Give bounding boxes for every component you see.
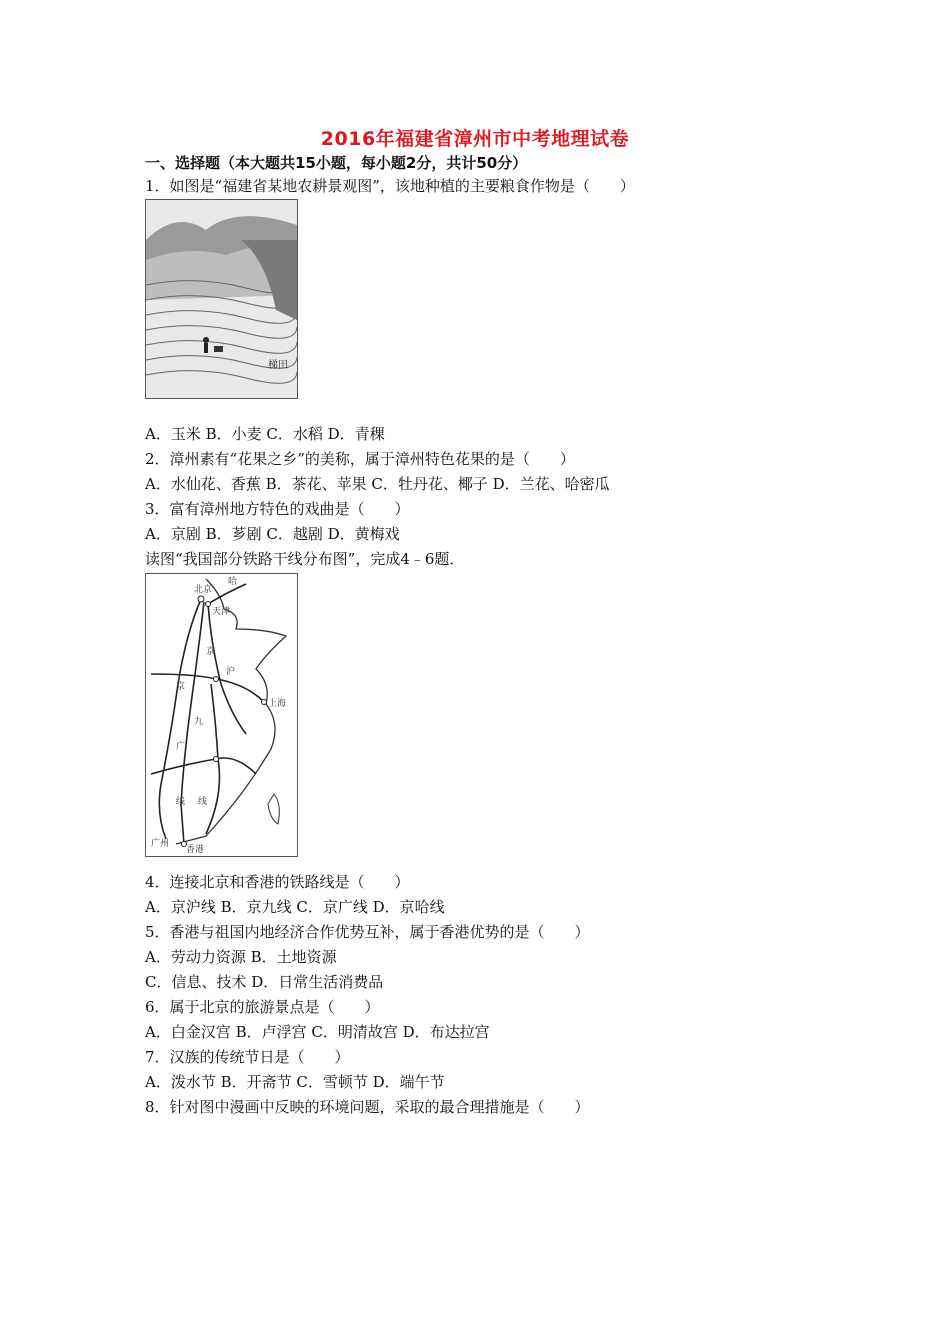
figure-label: 梯田 bbox=[268, 360, 288, 371]
map-label: 京 bbox=[176, 682, 186, 692]
question-4: 4．连接北京和香港的铁路线是（ ） bbox=[145, 873, 410, 891]
map-label: 广 bbox=[176, 742, 186, 752]
question-1-options: A．玉米 B．小麦 C．水稻 D．青稞 bbox=[145, 425, 385, 443]
page-title: 2016年福建省漳州市中考地理试卷 bbox=[320, 128, 630, 150]
map-label: 北京 bbox=[194, 585, 213, 595]
terraced-field-image bbox=[145, 199, 298, 399]
question-5-options-a-b: A．劳动力资源 B．土地资源 bbox=[145, 948, 337, 966]
map-label: 九 bbox=[194, 717, 204, 727]
question-7: 7．汉族的传统节日是（ ） bbox=[145, 1048, 350, 1066]
question-6: 6．属于北京的旅游景点是（ ） bbox=[145, 998, 380, 1016]
railway-map bbox=[145, 573, 298, 857]
question-7-options: A．泼水节 B．开斋节 C．雪顿节 D．端午节 bbox=[145, 1073, 445, 1091]
question-2-options: A．水仙花、香蕉 B．茶花、苹果 C．牡丹花、椰子 D．兰花、哈密瓜 bbox=[145, 475, 610, 493]
map-label: 香港 bbox=[186, 845, 205, 855]
map-label: 哈 bbox=[228, 577, 238, 587]
question-6-options: A．白金汉宫 B．卢浮宫 C．明清故宫 D．布达拉宫 bbox=[145, 1023, 490, 1041]
question-5-options-c-d: C．信息、技术 D．日常生活消费品 bbox=[145, 973, 384, 991]
map-instruction: 读图“我国部分铁路干线分布图”，完成4﹣6题． bbox=[145, 550, 465, 568]
map-label: 线 bbox=[198, 797, 208, 807]
section-heading: 一、选择题（本大题共15小题，每小题2分，共计50分） bbox=[145, 154, 528, 172]
map-label: 沪 bbox=[226, 667, 236, 677]
question-2: 2．漳州素有“花果之乡”的美称，属于漳州特色花果的是（ ） bbox=[145, 450, 575, 468]
question-4-options: A．京沪线 B．京九线 C．京广线 D．京哈线 bbox=[145, 898, 445, 916]
map-label: 上海 bbox=[268, 699, 287, 709]
question-8: 8．针对图中漫画中反映的环境问题，采取的最合理措施是（ ） bbox=[145, 1098, 590, 1116]
question-1: 1．如图是“福建省某地农耕景观图”，该地种植的主要粮食作物是（ ） bbox=[145, 177, 635, 195]
map-label: 天津 bbox=[212, 607, 231, 617]
map-label: 线 bbox=[176, 797, 186, 807]
question-3: 3．富有漳州地方特色的戏曲是（ ） bbox=[145, 500, 410, 518]
map-label: 广州 bbox=[151, 839, 170, 849]
map-label: 京 bbox=[206, 647, 216, 657]
question-5: 5．香港与祖国内地经济合作优势互补，属于香港优势的是（ ） bbox=[145, 923, 590, 941]
question-3-options: A．京剧 B．芗剧 C．越剧 D．黄梅戏 bbox=[145, 525, 400, 543]
